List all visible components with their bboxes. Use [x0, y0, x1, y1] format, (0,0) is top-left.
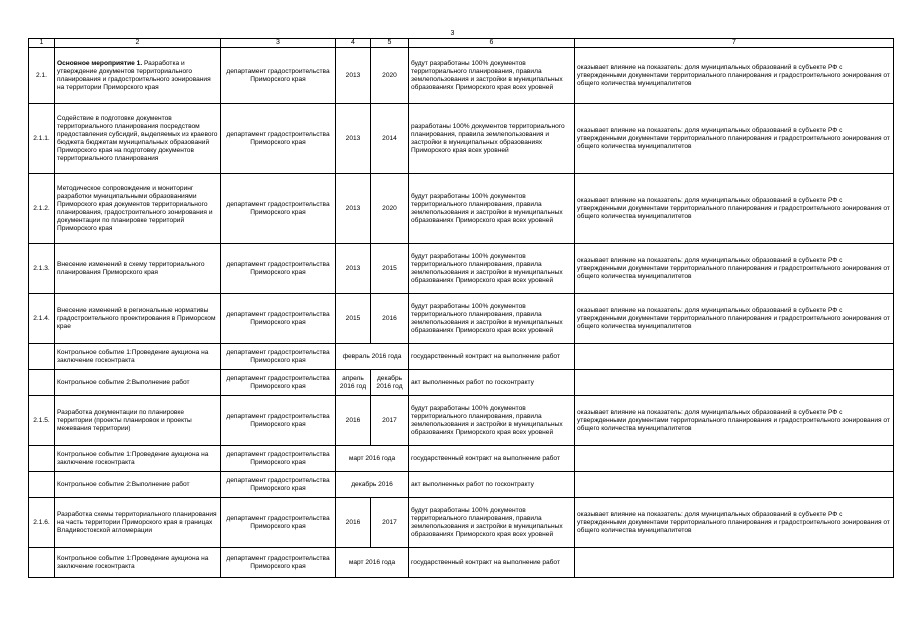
start-year: 2016 [336, 498, 371, 548]
end-year: 2014 [371, 104, 409, 174]
indicator-link [575, 446, 894, 472]
expected-result: будут разработаны 100% документов территориального планирования, правила землепользования и застройки в муниципальных образованиях Приморского края всех уровней [409, 48, 575, 104]
activity-title-text: Внесение изменений в схему территориального планирования Приморского края [57, 260, 205, 276]
start-year: 2013 [336, 244, 371, 294]
executor: департамент градостроительства Приморского края [221, 104, 336, 174]
executor: департамент градостроительства Приморского края [221, 498, 336, 548]
table-row [29, 174, 894, 244]
activity-title [55, 244, 221, 294]
table-row [29, 244, 894, 294]
activity-title [55, 174, 221, 244]
activity-title [55, 396, 221, 446]
row-number [29, 370, 55, 396]
executor: департамент градостроительства Приморского края [221, 396, 336, 446]
row-number [29, 548, 55, 578]
deadline: декабрь 2016 [336, 472, 409, 498]
start-year: апрель 2016 год [336, 370, 371, 396]
end-year: декабрь 2016 год [371, 370, 409, 396]
activity-title [55, 344, 221, 370]
row-number: 2.1.5. [29, 396, 55, 446]
table-header-row [29, 39, 894, 48]
table-row [29, 294, 894, 344]
indicator-link [575, 548, 894, 578]
expected-result: будут разработаны 100% документов территориального планирования, правила землепользования и застройки в муниципальных образованиях Приморского края всех уровней [409, 498, 575, 548]
table-row [29, 472, 894, 498]
row-number [29, 472, 55, 498]
executor: департамент градостроительства Приморского края [221, 244, 336, 294]
table-row [29, 370, 894, 396]
activity-title-text: Содействие в подготовке документов территориального планирования посредством предоставления субсидий, выделяемых из краевого бюджета бюджетам муниципальных образований Приморского края на подготовку документов территориального планирования [57, 115, 218, 162]
activity-title [55, 548, 221, 578]
row-number [29, 344, 55, 370]
executor: департамент градостроительства Приморского края [221, 48, 336, 104]
expected-result: будут разработаны 100% документов территориального планирования, правила землепользования и застройки в муниципальных образованиях Приморского края всех уровней [409, 396, 575, 446]
activity-title-text: Методическое сопровождение и мониторинг разработки муниципальными образованиями Приморского края документов территориального планирования, градостроительного зонирования и документации по планировке территорий Приморского края [57, 185, 213, 232]
indicator-link [575, 370, 894, 396]
table-row [29, 548, 894, 578]
table-row [29, 48, 894, 104]
activity-title-text: Контрольное событие 1:Проведение аукциона на заключение госконтракта [57, 348, 209, 364]
table-row [29, 396, 894, 446]
table-row [29, 104, 894, 174]
end-year: 2016 [371, 294, 409, 344]
executor: департамент градостроительства Приморского края [221, 294, 336, 344]
start-year: 2013 [336, 174, 371, 244]
executor: департамент градостроительства Приморского края [221, 174, 336, 244]
indicator-link: оказывает влияние на показатель: доля муниципальных образований в субъекте РФ с утвержденными документами территориального планирования и градостроительного зонирования от общего количества муниципалитетов [575, 48, 894, 104]
executor: департамент градостроительства Приморского края [221, 446, 336, 472]
indicator-link: оказывает влияние на показатель: доля муниципальных образований в субъекте РФ с утвержденными документами территориального планирования и градостроительного зонирования от общего количества муниципалитетов [575, 104, 894, 174]
expected-result: акт выполненных работ по госконтракту [409, 370, 575, 396]
activity-title-text: Контрольное событие 2:Выполнение работ [57, 480, 190, 488]
col-header: 3 [221, 39, 336, 48]
executor: департамент градостроительства Приморского края [221, 370, 336, 396]
end-year: 2020 [371, 174, 409, 244]
col-header: 7 [575, 39, 894, 48]
start-year: 2013 [336, 48, 371, 104]
row-number [29, 446, 55, 472]
page-number: 3 [450, 30, 455, 37]
activity-title-text: Контрольное событие 2:Выполнение работ [57, 378, 190, 386]
start-year: 2015 [336, 294, 371, 344]
program-table [28, 38, 894, 578]
expected-result: будут разработаны 100% документов территориального планирования, правила землепользования и застройки в муниципальных образованиях Приморского края всех уровней [409, 174, 575, 244]
start-year: 2016 [336, 396, 371, 446]
indicator-link: оказывает влияние на показатель: доля муниципальных образований в субъекте РФ с утвержденными документами территориального планирования и градостроительного зонирования от общего количества муниципалитетов [575, 294, 894, 344]
activity-title-text: Разработка схемы территориального планирования на часть территории Приморского края в границах Владивостокской агломерации [57, 511, 217, 534]
activity-title [55, 472, 221, 498]
indicator-link [575, 344, 894, 370]
activity-title [55, 294, 221, 344]
expected-result: будут разработаны 100% документов территориального планирования, правила землепользования и застройки в муниципальных образованиях Приморского края всех уровней [409, 294, 575, 344]
table-row [29, 344, 894, 370]
expected-result: будут разработаны 100% документов территориального планирования, правила землепользования и застройки в муниципальных образованиях Приморского края всех уровней [409, 244, 575, 294]
expected-result: разработаны 100% документов территориального планирования, правила землепользования и застройки в муниципальных образованиях Приморского края всех уровней [409, 104, 575, 174]
row-number: 2.1.6. [29, 498, 55, 548]
table-row [29, 498, 894, 548]
expected-result: государственный контракт на выполнение работ [409, 344, 575, 370]
end-year: 2017 [371, 498, 409, 548]
expected-result: государственный контракт на выполнение работ [409, 548, 575, 578]
end-year: 2020 [371, 48, 409, 104]
col-header: 2 [55, 39, 221, 48]
row-number: 2.1.3. [29, 244, 55, 294]
row-number: 2.1.1. [29, 104, 55, 174]
row-number: 2.1.2. [29, 174, 55, 244]
indicator-link: оказывает влияние на показатель: доля муниципальных образований в субъекте РФ с утвержденными документами территориального планирования и градостроительного зонирования от общего количества муниципалитетов [575, 174, 894, 244]
row-number: 2.1. [29, 48, 55, 104]
executor: департамент градостроительства Приморского края [221, 548, 336, 578]
col-header: 4 [336, 39, 371, 48]
activity-title-bold: Основное мероприятие 1. [57, 60, 143, 68]
activity-title-text: Контрольное событие 1:Проведение аукциона на заключение госконтракта [57, 554, 209, 570]
expected-result: акт выполненных работ по госконтракту [409, 472, 575, 498]
deadline: март 2016 года [336, 446, 409, 472]
activity-title [55, 370, 221, 396]
activity-title-text: Разработка документации по планировке территории (проекты планировок и проекты межевания территории) [57, 409, 192, 432]
activity-title-text: Контрольное событие 1:Проведение аукциона на заключение госконтракта [57, 450, 209, 466]
activity-title [55, 104, 221, 174]
row-number: 2.1.4. [29, 294, 55, 344]
expected-result: государственный контракт на выполнение работ [409, 446, 575, 472]
end-year: 2015 [371, 244, 409, 294]
indicator-link [575, 472, 894, 498]
deadline: февраль 2016 года [336, 344, 409, 370]
col-header: 6 [409, 39, 575, 48]
activity-title-text: Внесение изменений в региональные нормативы градостроительного проектирования в Приморском крае [57, 307, 216, 330]
executor: департамент градостроительства Приморского края [221, 472, 336, 498]
col-header: 1 [29, 39, 55, 48]
start-year: 2013 [336, 104, 371, 174]
table-row [29, 446, 894, 472]
activity-title [55, 498, 221, 548]
end-year: 2017 [371, 396, 409, 446]
indicator-link: оказывает влияние на показатель: доля муниципальных образований в субъекте РФ с утвержденными документами территориального планирования и градостроительного зонирования от общего количества муниципалитетов [575, 244, 894, 294]
activity-title [55, 48, 221, 104]
indicator-link: оказывает влияние на показатель: доля муниципальных образований в субъекте РФ с утвержденными документами территориального планирования и градостроительного зонирования от общего количества муниципалитетов [575, 498, 894, 548]
col-header: 5 [371, 39, 409, 48]
executor: департамент градостроительства Приморского края [221, 344, 336, 370]
activity-title [55, 446, 221, 472]
activity-title-text: Разработка и утверждение документов территориального планирования и градостроительного зонирования на территории Приморского края [57, 60, 211, 91]
indicator-link: оказывает влияние на показатель: доля муниципальных образований в субъекте РФ с утвержденными документами территориального планирования и градостроительного зонирования от общего количества муниципалитетов [575, 396, 894, 446]
deadline: март 2016 года [336, 548, 409, 578]
